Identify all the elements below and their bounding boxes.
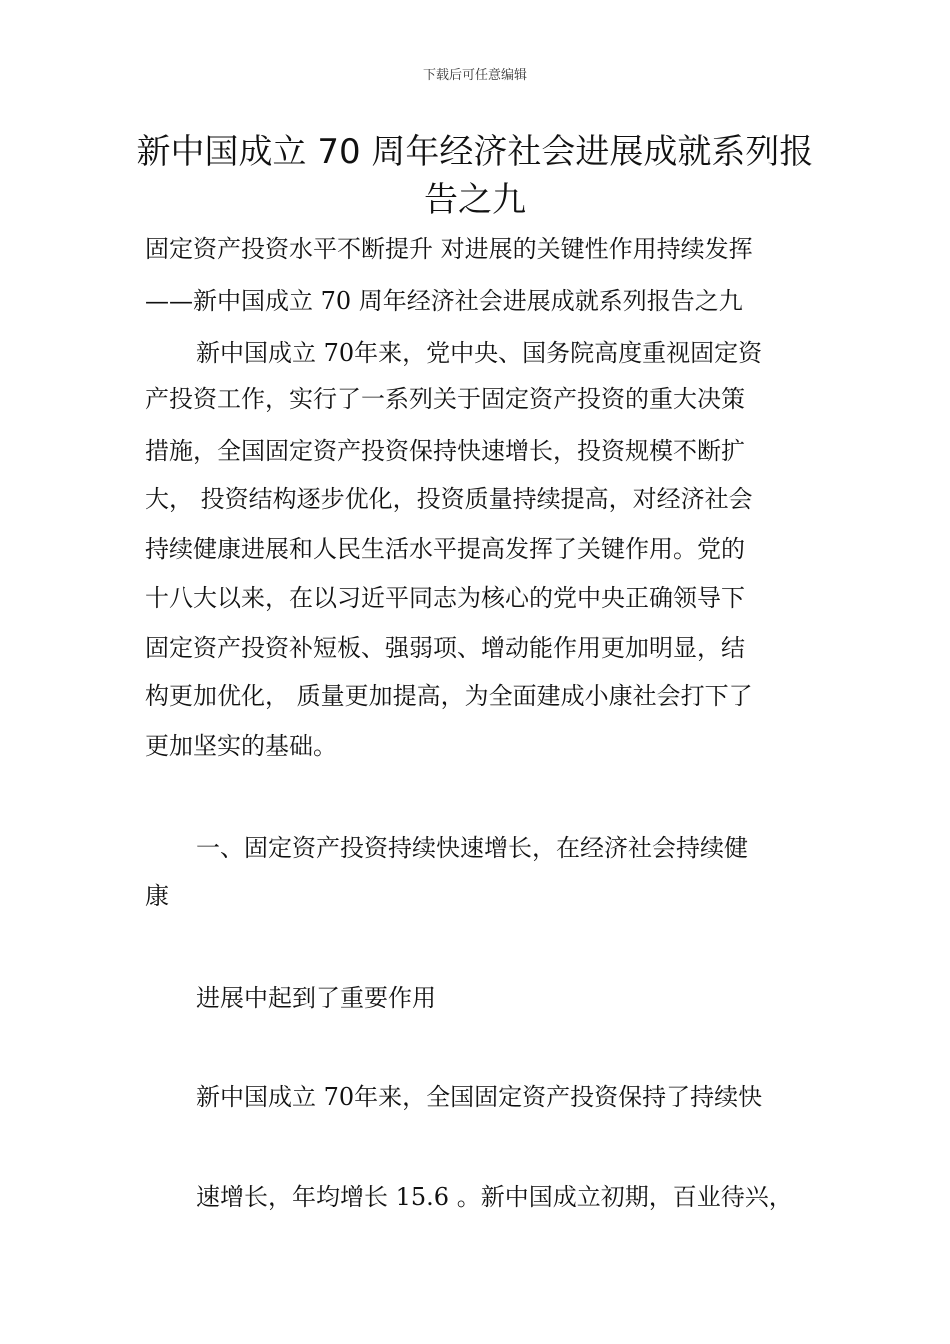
section1-para-line-1: 新中国成立 70年来，全国固定资产投资保持了持续快 [196, 1083, 763, 1111]
header-note: 下载后可任意编辑 [422, 68, 527, 83]
intro-line-3: 措施，全国固定资产投资保持快速增长，投资规模不断扩 [145, 437, 745, 465]
section1-para-line-2: 速增长，年均增长 15.6 。新中国成立初期，百业待兴， [196, 1183, 793, 1211]
subtitle-line-1: 固定资产投资水平不断提升 对进展的关键性作用持续发挥 [145, 235, 753, 263]
intro-line-6: 十八大以来，在以习近平同志为核心的党中央正确领导下 [145, 584, 745, 612]
document-title: 新中国成立 70 周年经济社会进展成就系列报告之九 [136, 132, 814, 220]
section1-heading-line-1: 一、固定资产投资持续快速增长，在经济社会持续健 [196, 834, 748, 862]
intro-line-4: 大， 投资结构逐步优化，投资质量持续提高，对经济社会 [145, 485, 753, 513]
section1-heading-line-2: 康 [145, 882, 169, 910]
section1-heading-line-3: 进展中起到了重要作用 [196, 984, 436, 1012]
intro-line-9: 更加坚实的基础。 [145, 732, 337, 760]
intro-line-2: 产投资工作，实行了一系列关于固定资产投资的重大决策 [145, 385, 745, 413]
intro-line-1: 新中国成立 70年来，党中央、国务院高度重视固定资 [196, 339, 763, 367]
intro-line-7: 固定资产投资补短板、强弱项、增动能作用更加明显，结 [145, 634, 745, 662]
intro-line-8: 构更加优化， 质量更加提高，为全面建成小康社会打下了 [145, 682, 753, 710]
intro-line-5: 持续健康进展和人民生活水平提高发挥了关键作用。党的 [145, 535, 745, 563]
subtitle-line-2: ——新中国成立 70 周年经济社会进展成就系列报告之九 [145, 287, 743, 315]
